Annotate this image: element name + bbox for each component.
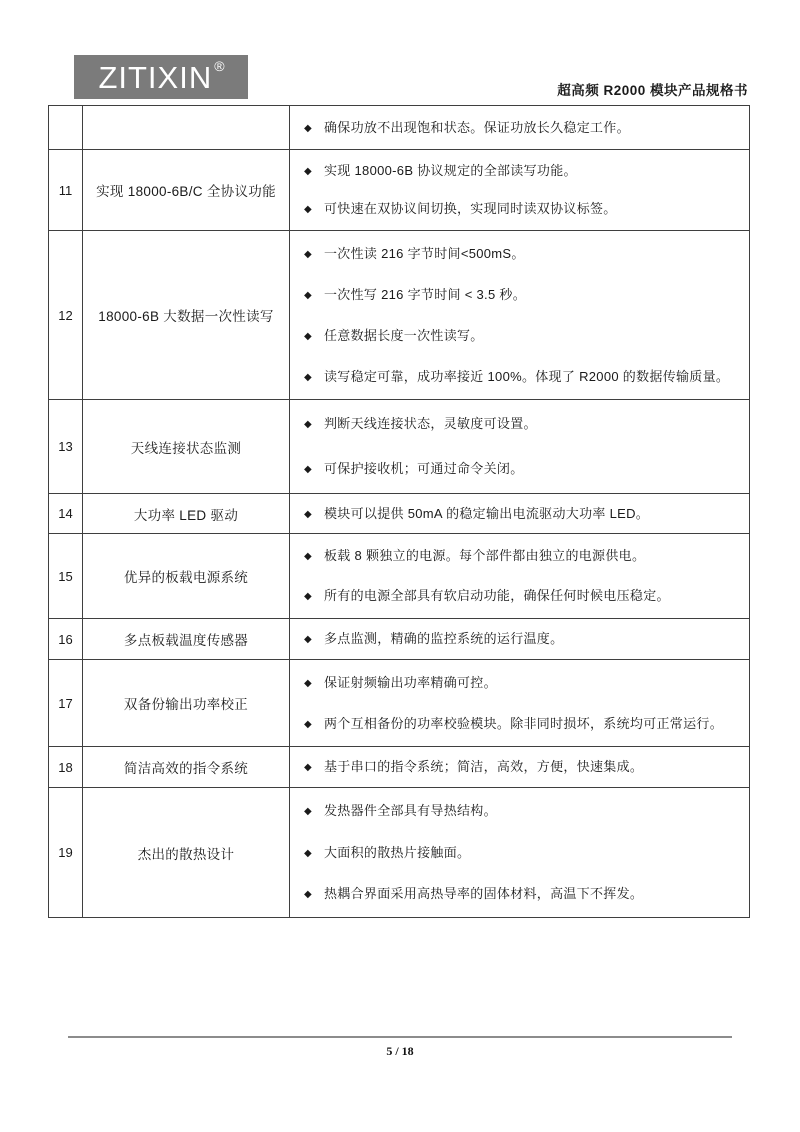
diamond-bullet-icon: ◆ <box>304 718 312 730</box>
diamond-bullet-icon: ◆ <box>304 419 312 431</box>
diamond-bullet-icon: ◆ <box>304 508 312 520</box>
bullet-text: 实现 18000-6B 协议规定的全部读写功能。 <box>324 163 577 179</box>
diamond-bullet-icon: ◆ <box>304 371 312 383</box>
bullet-text: 一次性读 216 字节时间<500mS。 <box>324 245 525 261</box>
feature-title: 杰出的散热设计 <box>83 788 290 918</box>
feature-title: 简洁高效的指令系统 <box>83 747 290 788</box>
feature-title: 18000-6B 大数据一次性读写 <box>83 231 290 400</box>
row-number: 17 <box>49 660 83 747</box>
feature-title <box>83 106 290 150</box>
company-logo <box>74 55 248 99</box>
registered-trademark-icon: ® <box>214 58 226 74</box>
bullet-text: 一次性写 216 字节时间 < 3.5 秒。 <box>324 286 527 302</box>
diamond-bullet-icon: ◆ <box>304 166 312 178</box>
bullet-item <box>302 885 743 903</box>
footer-divider <box>68 1036 732 1038</box>
diamond-bullet-icon: ◆ <box>304 122 312 134</box>
bullet-text: 判断天线连接状态，灵敏度可设置。 <box>324 416 537 432</box>
bullet-item <box>302 844 743 862</box>
feature-title: 双备份输出功率校正 <box>83 660 290 747</box>
bullet-text: 任意数据长度一次性读写。 <box>324 327 484 343</box>
table-row <box>49 106 750 150</box>
diamond-bullet-icon: ◆ <box>304 634 312 646</box>
bullet-item <box>302 630 743 648</box>
bullet-item <box>302 715 743 733</box>
row-number: 12 <box>49 231 83 400</box>
feature-title: 天线连接状态监测 <box>83 400 290 494</box>
feature-title: 优异的板载电源系统 <box>83 534 290 619</box>
bullet-text: 热耦合界面采用高热导率的固体材料，高温下不挥发。 <box>324 886 644 902</box>
bullet-item <box>302 802 743 820</box>
bullet-item <box>302 245 743 263</box>
table-row <box>49 619 750 660</box>
row-number: 19 <box>49 788 83 918</box>
bullet-item <box>302 758 743 776</box>
page-number: 5 / 18 <box>386 1044 414 1058</box>
diamond-bullet-icon: ◆ <box>304 204 312 216</box>
features-table <box>48 105 750 918</box>
diamond-bullet-icon: ◆ <box>304 289 312 301</box>
bullet-item <box>302 119 743 137</box>
bullet-text: 所有的电源全部具有软启动功能，确保任何时候电压稳定。 <box>324 588 670 604</box>
feature-title: 多点板载温度传感器 <box>83 619 290 660</box>
feature-title: 实现 18000-6B/C 全协议功能 <box>83 150 290 231</box>
bullet-text: 大面积的散热片接触面。 <box>324 844 471 860</box>
diamond-bullet-icon: ◆ <box>304 762 312 774</box>
diamond-bullet-icon: ◆ <box>304 806 312 818</box>
diamond-bullet-icon: ◆ <box>304 248 312 260</box>
diamond-bullet-icon: ◆ <box>304 847 312 859</box>
table-row <box>49 494 750 534</box>
bullet-item <box>302 460 743 478</box>
bullet-text: 发热器件全部具有导热结构。 <box>324 803 497 819</box>
diamond-bullet-icon: ◆ <box>304 591 312 603</box>
row-number: 18 <box>49 747 83 788</box>
bullet-text: 两个互相备份的功率校验模块。除非同时损坏，系统均可正常运行。 <box>324 715 724 731</box>
bullet-item <box>302 327 743 345</box>
bullet-item <box>302 587 743 605</box>
table-row <box>49 747 750 788</box>
table-row <box>49 400 750 494</box>
bullet-item <box>302 547 743 565</box>
logo-text: ZITIXIN <box>98 59 213 95</box>
bullet-item <box>302 505 743 523</box>
bullet-text: 确保功放不出现饱和状态。保证功放长久稳定工作。 <box>324 119 630 135</box>
row-number: 13 <box>49 400 83 494</box>
bullet-text: 模块可以提供 50mA 的稳定输出电流驱动大功率 LED。 <box>324 505 650 521</box>
bullet-text: 可快速在双协议间切换，实现同时读双协议标签。 <box>324 201 617 217</box>
bullet-item <box>302 415 743 433</box>
diamond-bullet-icon: ◆ <box>304 889 312 901</box>
bullet-item <box>302 674 743 692</box>
diamond-bullet-icon: ◆ <box>304 330 312 342</box>
diamond-bullet-icon: ◆ <box>304 677 312 689</box>
row-number: 11 <box>49 150 83 231</box>
bullet-text: 可保护接收机；可通过命令关闭。 <box>324 460 524 476</box>
row-number <box>49 106 83 150</box>
document-title: 超高频 R2000 模块产品规格书 <box>557 83 748 98</box>
bullet-text: 保证射频输出功率精确可控。 <box>324 674 497 690</box>
table-row <box>49 660 750 747</box>
bullet-text: 多点监测，精确的监控系统的运行温度。 <box>324 631 564 647</box>
diamond-bullet-icon: ◆ <box>304 463 312 475</box>
table-row <box>49 534 750 619</box>
row-number: 15 <box>49 534 83 619</box>
bullet-text: 读写稳定可靠，成功率接近 100%。体现了 R2000 的数据传输质量。 <box>324 368 730 384</box>
bullet-item <box>302 286 743 304</box>
bullet-text: 板载 8 颗独立的电源。每个部件都由独立的电源供电。 <box>324 548 646 564</box>
feature-title: 大功率 LED 驱动 <box>83 494 290 534</box>
row-number: 16 <box>49 619 83 660</box>
table-row <box>49 231 750 400</box>
table-row <box>49 788 750 918</box>
diamond-bullet-icon: ◆ <box>304 551 312 563</box>
row-number: 14 <box>49 494 83 534</box>
bullet-item <box>302 368 743 386</box>
bullet-item <box>302 162 743 180</box>
bullet-text: 基于串口的指令系统；简洁，高效，方便，快速集成。 <box>324 759 644 775</box>
table-row <box>49 150 750 231</box>
bullet-item <box>302 200 743 218</box>
